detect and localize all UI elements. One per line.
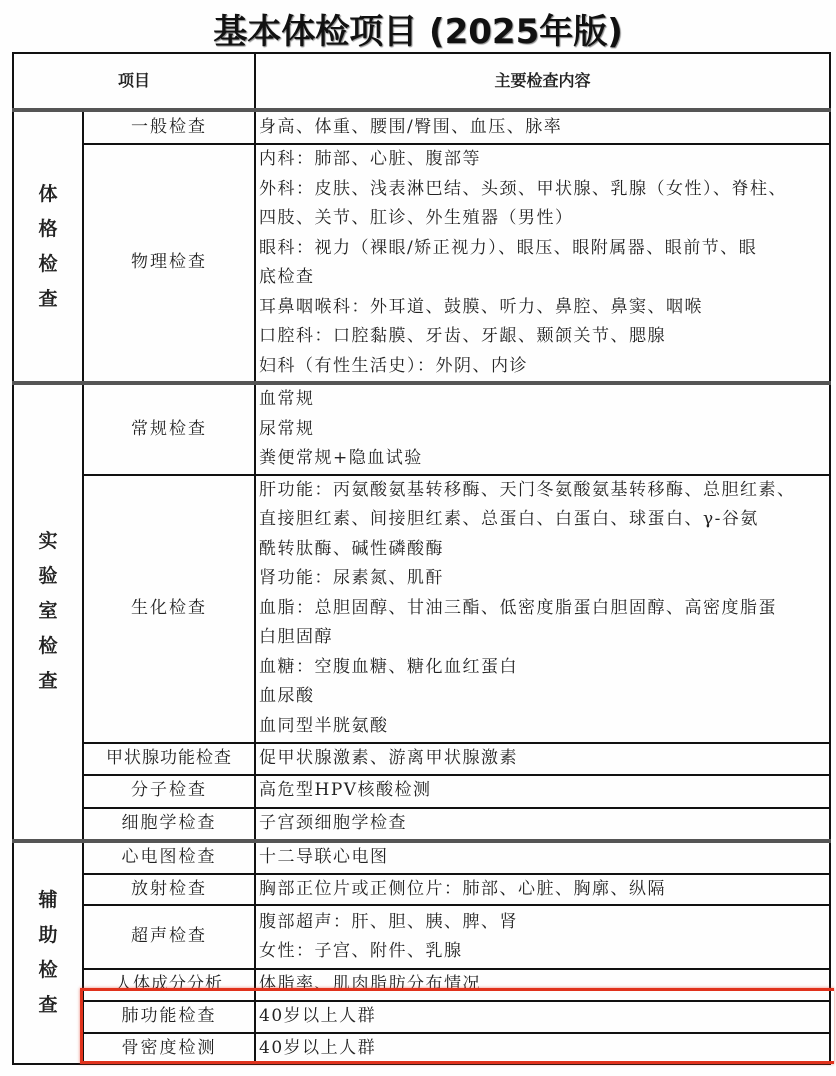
- content-line: 血同型半胱氨酸: [259, 715, 389, 736]
- content-line: 腹部超声：肝、胆、胰、脾、肾: [259, 911, 519, 932]
- exam-item: 分子检查: [83, 775, 255, 808]
- content-line: 血糖：空腹血糖、糖化血红蛋白: [259, 656, 519, 677]
- table-row: [13, 1033, 830, 1065]
- content-line: 子宫颈细胞学检查: [259, 812, 408, 833]
- exam-content: [255, 383, 830, 475]
- content-line: 耳鼻咽喉科：外耳道、鼓膜、听力、鼻腔、鼻窦、咽喉: [259, 296, 704, 317]
- exam-content: [255, 841, 830, 874]
- exam-content: [255, 144, 830, 383]
- content-line: 血常规: [259, 389, 315, 409]
- exam-item: 心电图检查: [83, 841, 255, 874]
- content-line: 四肢、关节、肛诊、外生殖器（男性）: [259, 208, 574, 228]
- table-row: [13, 743, 830, 775]
- table-row: [13, 874, 830, 906]
- table-row: [13, 969, 830, 1001]
- header-item: 项目: [13, 53, 255, 110]
- exam-content: [255, 969, 830, 1001]
- exam-item: 生化检查: [83, 475, 255, 743]
- header-content: 主要检查内容: [255, 53, 830, 110]
- exam-item: 人体成分分析: [83, 969, 255, 1001]
- exam-content: [255, 1001, 830, 1033]
- content-line: 十二导联心电图: [259, 846, 389, 867]
- table-row: [13, 775, 830, 808]
- category-char: 格: [38, 217, 58, 240]
- category-char: 检: [38, 252, 58, 275]
- content-line: 肾功能：尿素氮、肌酐: [259, 568, 445, 589]
- exam-content: [255, 874, 830, 906]
- table-row: [13, 475, 830, 743]
- table-header-row: [13, 53, 830, 110]
- content-line: 直接胆红素、间接胆红素、总蛋白、白蛋白、球蛋白、γ-谷氨: [259, 509, 759, 530]
- table-row: [13, 383, 830, 475]
- category-char: 检: [38, 635, 58, 658]
- content-line: 酰转肽酶、碱性磷酸酶: [259, 538, 445, 559]
- exam-item: 常规检查: [83, 383, 255, 475]
- content-line: 身高、体重、腰围/臀围、血压、脉率: [259, 116, 563, 137]
- category-char: 室: [38, 600, 58, 623]
- exam-content: [255, 905, 830, 969]
- exam-item: 肺功能检查: [83, 1001, 255, 1033]
- table-row: [13, 905, 830, 969]
- content-line: 促甲状腺激素、游离甲状腺激素: [259, 747, 519, 768]
- exam-item: 一般检查: [83, 110, 255, 144]
- content-line: 高危型HPV核酸检测: [259, 780, 432, 801]
- exam-item: 甲状腺功能检查: [83, 743, 255, 775]
- content-line: 眼科：视力（裸眼/矫正视力）、眼压、眼附属器、眼前节、眼: [259, 237, 758, 258]
- content-line: 血尿酸: [259, 686, 315, 707]
- exam-item: 细胞学检查: [83, 808, 255, 841]
- exam-content: [255, 475, 830, 743]
- category-label: [13, 383, 83, 841]
- exam-content: [255, 775, 830, 808]
- category-char: 检: [38, 958, 58, 981]
- content-line: 血脂：总胆固醇、甘油三酯、低密度脂蛋白胆固醇、高密度脂蛋: [259, 597, 778, 618]
- table-row: [13, 1001, 830, 1033]
- table-row: [13, 808, 830, 841]
- content-line: 底检查: [259, 267, 315, 287]
- exam-content: [255, 743, 830, 775]
- category-label: [13, 110, 83, 383]
- category-char: 查: [38, 287, 58, 310]
- content-line: 尿常规: [259, 418, 315, 439]
- category-char: 验: [38, 565, 58, 588]
- exam-item: 骨密度检测: [83, 1033, 255, 1065]
- table-row: [13, 110, 830, 144]
- table-row: [13, 144, 830, 383]
- content-line: 妇科（有性生活史）：外阴、内诊: [259, 355, 529, 376]
- content-line: 粪便常规+隐血试验: [259, 448, 423, 468]
- content-line: 白胆固醇: [259, 627, 334, 648]
- page-title: 基本体检项目 (2025年版): [213, 12, 623, 52]
- exam-content: [255, 1033, 830, 1065]
- exam-table: [12, 52, 831, 1065]
- content-line: 女性：子宫、附件、乳腺: [259, 941, 463, 961]
- exam-item: 物理检查: [83, 144, 255, 383]
- category-char: 查: [38, 670, 58, 693]
- content-line: 外科：皮肤、浅表淋巴结、头颈、甲状腺、乳腺（女性）、脊柱、: [259, 178, 788, 199]
- exam-item: 放射检查: [83, 874, 255, 906]
- category-char: 实: [38, 530, 58, 553]
- content-line: 体脂率、肌肉脂肪分布情况: [259, 974, 482, 994]
- content-line: 胸部正位片或正侧位片：肺部、心脏、胸廓、纵隔: [259, 878, 667, 899]
- exam-content: [255, 110, 830, 144]
- category-label: [13, 841, 83, 1065]
- content-line: 肝功能：丙氨酸氨基转移酶、天门冬氨酸氨基转移酶、总胆红素、: [259, 479, 796, 500]
- category-char: 查: [38, 993, 58, 1016]
- content-line: 内科：肺部、心脏、腹部等: [259, 149, 482, 169]
- exam-item: 超声检查: [83, 905, 255, 969]
- category-char: 体: [38, 182, 58, 205]
- exam-content: [255, 808, 830, 841]
- content-line: 40岁以上人群: [259, 1037, 377, 1058]
- table-row: [13, 841, 830, 874]
- content-line: 口腔科：口腔黏膜、牙齿、牙龈、颞颌关节、腮腺: [259, 326, 667, 346]
- category-char: 助: [38, 923, 58, 946]
- category-char: 辅: [38, 888, 58, 911]
- content-line: 40岁以上人群: [259, 1005, 377, 1026]
